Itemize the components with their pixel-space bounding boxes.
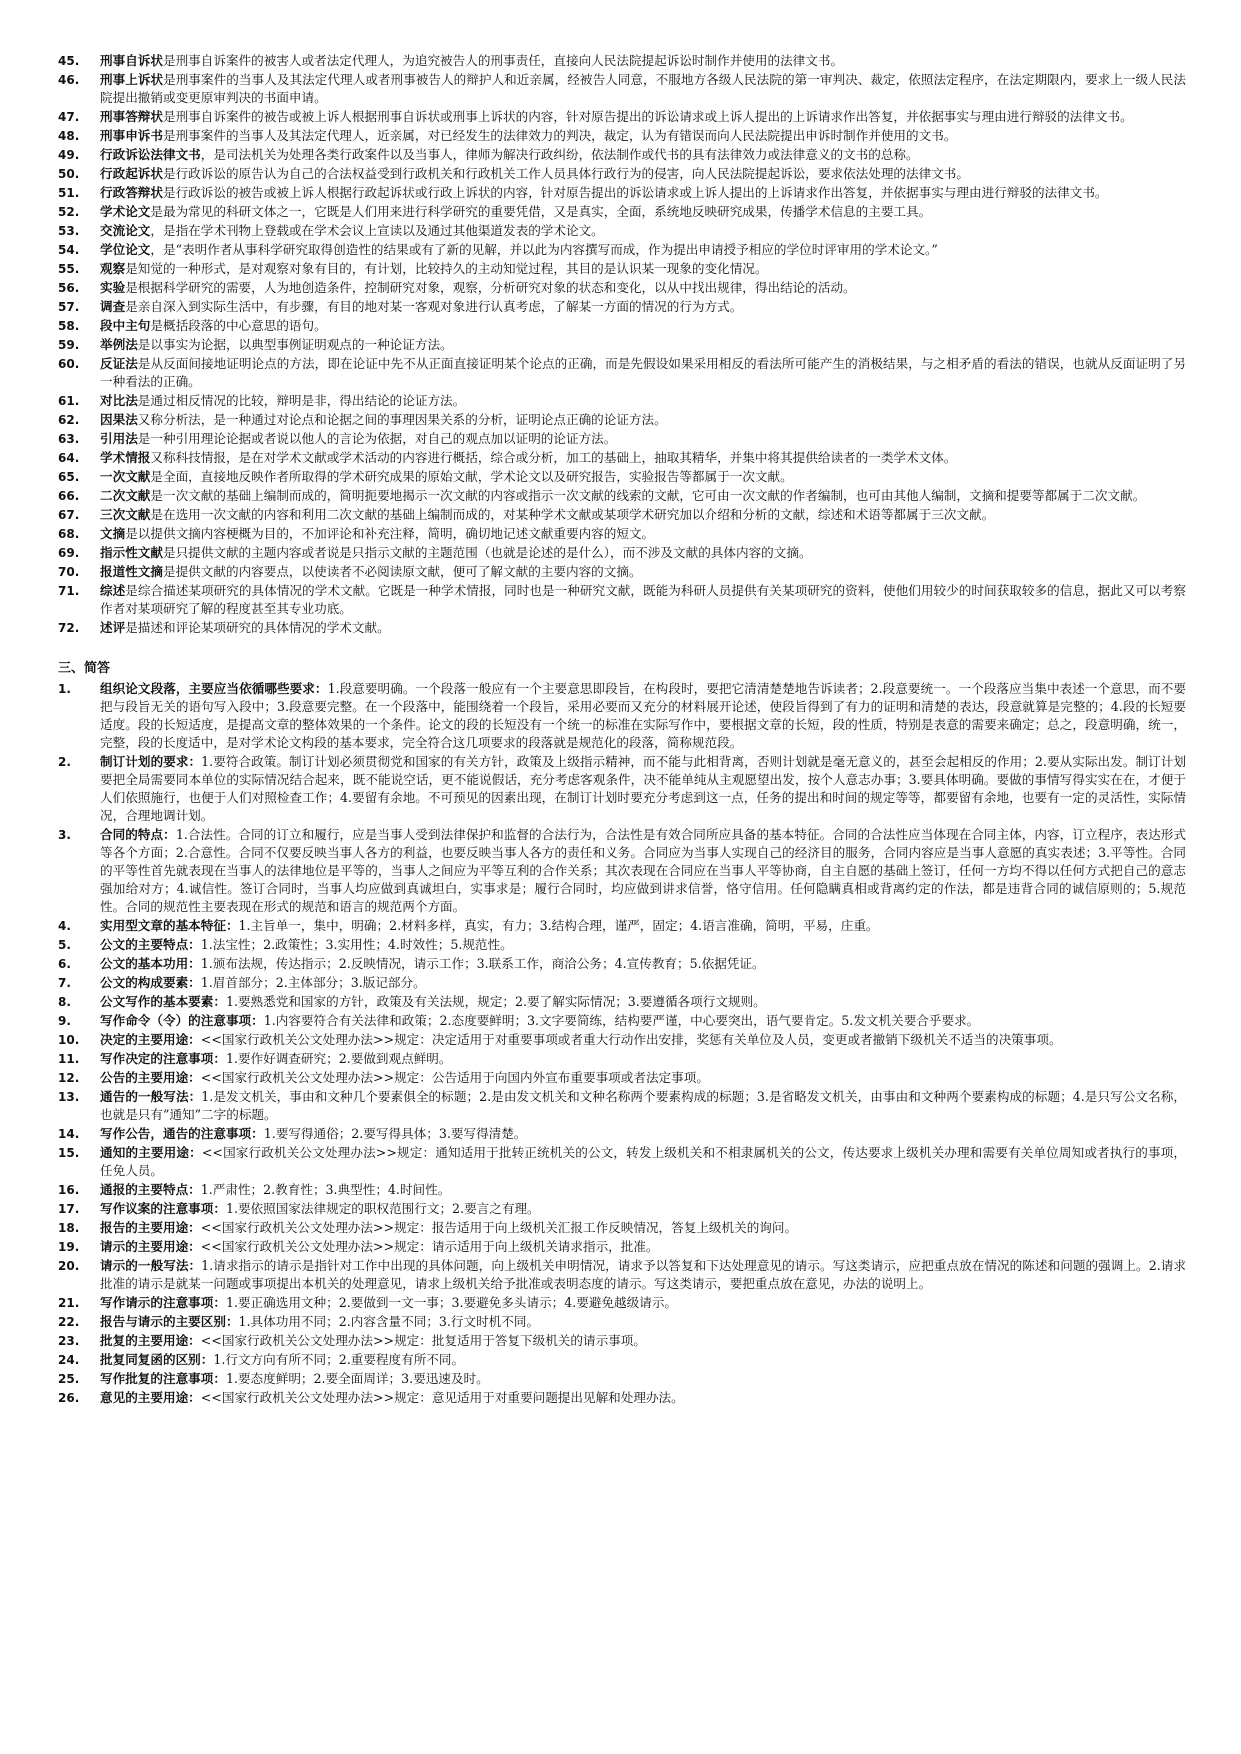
answer-item xyxy=(58,1200,1186,1218)
item-text: 1.具体功用不同；2.内容含量不同；3.行文时机不同。 xyxy=(238,1314,540,1329)
item-text: 是综合描述某项研究的具体情况的学术文献。它既是一种学术情报，同时也是一种研究文献，既能为科研人员提供有关某项研究的资料，使他们用较少的时间获取较多的信息，据此又可以考察作者对某项研究了解的程度甚至其专业功底。 xyxy=(100,583,1187,616)
item-body xyxy=(100,127,1186,145)
item-body xyxy=(100,52,1186,70)
item-term: 调查 xyxy=(100,299,126,314)
item-text: 1.合法性。合同的订立和履行，应是当事人受到法律保护和监督的合法行为，合法性是有效合同所应具备的基本特征。合同的合法性应当体现在合同主体，内容，订立程序，表达形式等各个方面；2.合意性。合同不仅要反映当事人各方的利益，也要反映当事人各方的责任和义务。合同应为当事人实现自己的经济目的服务，合同内容应是当事人意愿的真实表述；3.平等性。合同的平等性首先就表现在当事人的法律地位是平等的，当事人之间应为平等互利的合作关系；其次表现在合同应在当事人平等协商，自主自愿的基础上签订，任何一方均不得以任何方式把自己的意志强加给对方；4.诚信性。签订合同时，当事人均应做到真诚坦白，实事求是；履行合同时，均应做到讲求信誉，恪守信用。任何隐瞒真相或背离约定的作法，都是违背合同的诚信原则的；5.规范性。合同的规范性主要表现在形式的规范和语言的规范两个方面。 xyxy=(100,827,1186,914)
definition-item xyxy=(58,468,1186,486)
item-term: 请示的一般写法： xyxy=(100,1258,202,1273)
item-text: 1.是发文机关，事由和文种几个要素俱全的标题；2.是由发文机关和文种名称两个要素构成的标题；3.是省略发文机关，由事由和文种两个要素构成的标题；4.是只写公文名称，也就是只有”通知”二字的标题。 xyxy=(100,1089,1186,1122)
item-number: 54. xyxy=(58,243,80,257)
item-body xyxy=(100,563,1186,581)
item-number: 70. xyxy=(58,565,80,579)
item-term: 写作决定的注意事项： xyxy=(100,1051,226,1066)
item-text: 1.要作好调查研究；2.要做到观点鲜明。 xyxy=(225,1051,452,1066)
item-body xyxy=(100,1294,1186,1312)
definition-item xyxy=(58,506,1186,524)
item-term: 行政答辩状 xyxy=(100,185,163,200)
item-text: 是最为常见的科研文体之一，它既是人们用来进行科学研究的重要凭借，又是真实，全面，系统地反映研究成果，传播学术信息的主要工具。 xyxy=(150,204,932,219)
item-body xyxy=(100,1219,1186,1237)
definition-item xyxy=(58,127,1186,145)
item-term: 反证法 xyxy=(100,356,138,371)
item-text: 是刑事自诉案件的被害人或者法定代理人，为追究被告人的刑事责任，直接向人民法院提起诉讼时制作并使用的法律文书。 xyxy=(162,53,844,68)
item-number: 4. xyxy=(58,919,71,933)
item-number: 16. xyxy=(58,1183,80,1197)
item-term: 写作请示的注意事项： xyxy=(100,1295,226,1310)
item-number: 5. xyxy=(58,938,71,952)
answer-item xyxy=(58,993,1186,1011)
item-term: 因果法 xyxy=(100,412,138,427)
item-text: <<国家行政机关公文处理办法>>规定：批复适用于答复下级机关的请示事项。 xyxy=(200,1333,646,1348)
item-text: 是只提供文献的主题内容或者说是只指示文献的主题范围（也就是论述的是什么），而不涉及文献的具体内容的文摘。 xyxy=(162,545,812,560)
item-number: 20. xyxy=(58,1259,80,1273)
item-number: 57. xyxy=(58,300,80,314)
item-term: 刑事答辩状 xyxy=(100,109,163,124)
item-number: 61. xyxy=(58,394,80,408)
item-body xyxy=(100,1200,1186,1218)
item-text: 1.法宝性；2.政策性；3.实用性；4.时效性；5.规范性。 xyxy=(200,937,513,952)
definition-item xyxy=(58,71,1186,107)
answer-item xyxy=(58,1257,1186,1293)
item-text: 是亲自深入到实际生活中，有步骤，有目的地对某一客观对象进行认真考虑，了解某一方面的情况的行为方式。 xyxy=(125,299,743,314)
item-number: 47. xyxy=(58,110,80,124)
item-text: <<国家行政机关公文处理办法>>规定：公告适用于向国内外宣布重要事项或者法定事项。 xyxy=(200,1070,709,1085)
item-text: 是概括段落的中心意思的语句。 xyxy=(150,318,327,333)
definition-item xyxy=(58,222,1186,240)
definition-item xyxy=(58,430,1186,448)
item-number: 22. xyxy=(58,1315,80,1329)
item-term: 实用型文章的基本特征： xyxy=(100,918,239,933)
answer-item xyxy=(58,1088,1186,1124)
item-number: 12. xyxy=(58,1071,80,1085)
item-term: 举例法 xyxy=(100,337,138,352)
item-text: 1.段意要明确。一个段落一般应有一个主要意思即段旨，在构段时，要把它清清楚楚地告诉读者；2.段意要统一。一个段落应当集中表述一个意思，而不要把与段旨无关的语句写入段中；3.段意要完整。在一个段落中，能围绕着一个段旨，采用必要而又充分的材料展开论述，使段旨得到了有力的证明和清楚的表达，段意就算是完整的；4.段的长短要适度。段的长短适度，是提高文章的整体效果的一个条件。论文的段的长短没有一个统一的标准在实际写作中，要根据文章的长短，段的性质，特别是表意的需要来确定；总之，段意明确，统一，完整，段的长度适中，是对学术论文构段的基本要求，完全符合这几项要求的段落就是规范化的段落，简称规范段。 xyxy=(100,681,1186,750)
item-number: 8. xyxy=(58,995,71,1009)
item-term: 报道性文摘 xyxy=(100,564,163,579)
item-number: 21. xyxy=(58,1296,80,1310)
definition-item xyxy=(58,108,1186,126)
item-body xyxy=(100,71,1186,107)
definition-item xyxy=(58,392,1186,410)
definition-item xyxy=(58,411,1186,429)
item-term: 报告的主要用途： xyxy=(100,1220,201,1235)
item-term: 对比法 xyxy=(100,393,138,408)
definition-item xyxy=(58,487,1186,505)
item-text: ，是司法机关为处理各类行政案件以及当事人，律师为解决行政纠纷，依法制作或代书的具有法律效力或法律意义的文书的总称。 xyxy=(200,147,919,162)
item-number: 17. xyxy=(58,1202,80,1216)
answer-item xyxy=(58,1069,1186,1087)
item-term: 公文的主要特点： xyxy=(100,937,201,952)
item-text: 1.严肃性；2.教育性；3.典型性；4.时间性。 xyxy=(200,1182,451,1197)
item-body xyxy=(100,317,1186,335)
item-text: 是描述和评论某项研究的具体情况的学术文献。 xyxy=(125,620,390,635)
answer-item xyxy=(58,753,1186,825)
definitions-list xyxy=(58,52,1186,637)
item-term: 决定的主要用途： xyxy=(100,1032,201,1047)
item-term: 通报的主要特点： xyxy=(100,1182,201,1197)
item-number: 50. xyxy=(58,167,80,181)
item-body xyxy=(100,392,1186,410)
item-term: 学术论文 xyxy=(100,204,151,219)
answer-item xyxy=(58,1332,1186,1350)
item-term: 文摘 xyxy=(100,526,126,541)
item-text: 是提供文献的内容要点，以使读者不必阅读原文献，便可了解文献的主要内容的文摘。 xyxy=(162,564,642,579)
item-term: 行政起诉状 xyxy=(100,166,163,181)
item-text: 1.要依照国家法律规定的职权范围行文；2.要言之有理。 xyxy=(225,1201,540,1216)
item-term: 意见的主要用途： xyxy=(100,1390,201,1405)
item-term: 组织论文段落，主要应当依循哪些要求： xyxy=(100,681,328,696)
item-body xyxy=(100,1370,1186,1388)
item-body xyxy=(100,582,1186,618)
item-body xyxy=(100,1050,1186,1068)
item-term: 合同的特点： xyxy=(100,827,176,842)
item-text: 是一次文献的基础上编制而成的，简明扼要地揭示一次文献的内容或指示一次文献的线索的文献，它可由一次文献的作者编制，也可由其他人编制，文摘和提要等都属于二次文献。 xyxy=(150,488,1146,503)
item-number: 65. xyxy=(58,470,80,484)
definition-item xyxy=(58,279,1186,297)
item-body xyxy=(100,355,1186,391)
definition-item xyxy=(58,52,1186,70)
item-text: 是行政诉讼的被告或被上诉人根据行政起诉状或行政上诉状的内容，针对原告提出的诉讼请求或上诉人提出的上诉请求作出答复，并依据事实与理由进行辩驳的法律文书。 xyxy=(162,185,1108,200)
item-text: 1.要写得通俗；2.要写得具体；3.要写得清楚。 xyxy=(263,1126,527,1141)
item-body xyxy=(100,1257,1186,1293)
item-number: 14. xyxy=(58,1127,80,1141)
item-term: 指示性文献 xyxy=(100,545,163,560)
item-body xyxy=(100,184,1186,202)
item-number: 19. xyxy=(58,1240,80,1254)
item-term: 观察 xyxy=(100,261,126,276)
item-text: <<国家行政机关公文处理办法>>规定：通知适用于批转正统机关的公文，转发上级机关和不相隶属机关的公文，传达要求上级机关办理和需要有关单位周知或者执行的事项，任免人员。 xyxy=(100,1145,1186,1178)
item-term: 刑事申诉书 xyxy=(100,128,163,143)
definition-item xyxy=(58,619,1186,637)
definition-item xyxy=(58,203,1186,221)
item-number: 60. xyxy=(58,357,80,371)
item-text: <<国家行政机关公文处理办法>>规定：决定适用于对重要事项或者重大行动作出安排，奖惩有关单位及人员，变更或者撤销下级机关不适当的决策事项。 xyxy=(200,1032,1062,1047)
item-body xyxy=(100,222,1186,240)
item-text: 1.主旨单一，集中，明确；2.材料多样，真实，有力；3.结构合理，谨严，固定；4.语言准确，简明，平易，庄重。 xyxy=(238,918,879,933)
definition-item xyxy=(58,525,1186,543)
item-text: 是通过相反情况的比较，辩明是非，得出结论的论证方法。 xyxy=(137,393,466,408)
definition-item xyxy=(58,563,1186,581)
item-number: 53. xyxy=(58,224,80,238)
item-body xyxy=(100,917,1186,935)
item-text: 是行政诉讼的原告认为自己的合法权益受到行政机关和行政机关工作人员具体行政行为的侵害，向人民法院提起诉讼，要求依法处理的法律文书。 xyxy=(162,166,969,181)
item-number: 52. xyxy=(58,205,80,219)
item-text: 1.眉首部分；2.主体部分；3.版记部分。 xyxy=(200,975,426,990)
item-text: ，是指在学术刊物上登载或在学术会议上宣读以及通过其他渠道发表的学术论文。 xyxy=(150,223,604,238)
item-term: 学位论文 xyxy=(100,242,151,257)
item-body xyxy=(100,544,1186,562)
item-text: 是刑事自诉案件的被告或被上诉人根据刑事自诉状或刑事上诉状的内容，针对原告提出的诉讼请求或上诉人提出的上诉请求作出答复，并依据事实与理由进行辩驳的法律文书。 xyxy=(162,109,1133,124)
item-number: 59. xyxy=(58,338,80,352)
item-body xyxy=(100,279,1186,297)
item-body xyxy=(100,146,1186,164)
item-body xyxy=(100,753,1186,825)
item-body xyxy=(100,1389,1186,1407)
item-term: 写作命令（令）的注意事项： xyxy=(100,1013,264,1028)
item-body xyxy=(100,165,1186,183)
item-term: 批复同复函的区别： xyxy=(100,1352,214,1367)
definition-item xyxy=(58,582,1186,618)
item-text: 1.请求指示的请示是指针对工作中出现的具体问题，向上级机关申明情况，请求予以答复和下达处理意见的请示。写这类请示，应把重点放在情况的陈述和问题的强调上。2.请求批准的请示是就某一问题或事项提出本机关的处理意见，请求上级机关给予批准或表明态度的请示。写这类请示，要把重点放在意见，办法的说明上。 xyxy=(100,1258,1186,1291)
item-term: 刑事自诉状 xyxy=(100,53,163,68)
item-number: 11. xyxy=(58,1052,80,1066)
item-body xyxy=(100,449,1186,467)
item-body xyxy=(100,241,1186,259)
item-number: 49. xyxy=(58,148,80,162)
definition-item xyxy=(58,449,1186,467)
item-number: 10. xyxy=(58,1033,80,1047)
item-term: 二次文献 xyxy=(100,488,151,503)
item-term: 写作公告，通告的注意事项： xyxy=(100,1126,264,1141)
item-text: 1.行文方向有所不同；2.重要程度有所不同。 xyxy=(213,1352,465,1367)
item-body xyxy=(100,298,1186,316)
definition-item xyxy=(58,317,1186,335)
item-text: 是全面，直接地反映作者所取得的学术研究成果的原始文献，学术论文以及研究报告，实验报告等都属于一次文献。 xyxy=(150,469,793,484)
item-body xyxy=(100,487,1186,505)
definition-item xyxy=(58,184,1186,202)
item-body xyxy=(100,974,1186,992)
item-number: 58. xyxy=(58,319,80,333)
item-text: 是从反面间接地证明论点的方法，即在论证中先不从正面直接证明某个论点的正确，而是先假设如果采用相反的看法所可能产生的消极结果，与之相矛盾的看法的错误，也就从反面证明了另一种看法的正确。 xyxy=(100,356,1187,389)
item-term: 公文写作的基本要素： xyxy=(100,994,226,1009)
item-body xyxy=(100,1125,1186,1143)
item-text: 是根据科学研究的需要，人为地创造条件，控制研究对象，观察，分析研究对象的状态和变化，以从中找出规律，得出结论的活动。 xyxy=(125,280,856,295)
item-number: 72. xyxy=(58,621,80,635)
item-number: 45. xyxy=(58,54,80,68)
item-term: 交流论文 xyxy=(100,223,151,238)
item-body xyxy=(100,1181,1186,1199)
item-number: 55. xyxy=(58,262,80,276)
item-text: 是知觉的一种形式，是对观察对象有目的，有计划，比较持久的主动知觉过程，其目的是认识某一现象的变化情况。 xyxy=(125,261,768,276)
item-term: 通告的一般写法： xyxy=(100,1089,202,1104)
item-text: 1.要态度鲜明；2.要全面周详；3.要迅速及时。 xyxy=(225,1371,489,1386)
item-text: 1.要正确选用文种；2.要做到一文一事；3.要避免多头请示；4.要避免越级请示。 xyxy=(225,1295,678,1310)
item-text: 又称分析法，是一种通过对论点和论据之间的事理因果关系的分析，证明论点正确的论证方法。 xyxy=(137,412,667,427)
item-text: <<国家行政机关公文处理办法>>规定：报告适用于向上级机关汇报工作反映情况，答复上级机关的询问。 xyxy=(200,1220,798,1235)
definition-item xyxy=(58,355,1186,391)
item-body xyxy=(100,468,1186,486)
item-term: 实验 xyxy=(100,280,126,295)
item-body xyxy=(100,336,1186,354)
item-term: 请示的主要用途： xyxy=(100,1239,201,1254)
item-term: 公告的主要用途： xyxy=(100,1070,201,1085)
answer-item xyxy=(58,974,1186,992)
item-term: 写作议案的注意事项： xyxy=(100,1201,226,1216)
item-body xyxy=(100,1313,1186,1331)
item-term: 公文的基本功用： xyxy=(100,956,201,971)
item-body xyxy=(100,506,1186,524)
item-body xyxy=(100,680,1186,752)
definition-item xyxy=(58,260,1186,278)
item-body xyxy=(100,525,1186,543)
item-number: 68. xyxy=(58,527,80,541)
item-text: 是刑事案件的当事人及其法定代理人或者刑事被告人的辩护人和近亲属，经被告人同意，不服地方各级人民法院的第一审判决、裁定，依照法定程序，在法定期限内，要求上一级人民法院提出撤销或变更原审判决的书面申请。 xyxy=(100,72,1187,105)
item-number: 15. xyxy=(58,1146,80,1160)
item-body xyxy=(100,993,1186,1011)
item-number: 26. xyxy=(58,1391,80,1405)
item-body xyxy=(100,1238,1186,1256)
item-text: 是以事实为论据，以典型事例证明观点的一种论证方法。 xyxy=(137,337,453,352)
item-term: 写作批复的注意事项： xyxy=(100,1371,226,1386)
item-body xyxy=(100,203,1186,221)
item-term: 报告与请示的主要区别： xyxy=(100,1314,239,1329)
item-number: 69. xyxy=(58,546,80,560)
item-body xyxy=(100,955,1186,973)
answer-item xyxy=(58,955,1186,973)
answer-item xyxy=(58,1181,1186,1199)
item-text: 1.要符合政策。制订计划必须贯彻党和国家的有关方针，政策及上级指示精神，而不能与此相背离，否则计划就是毫无意义的，甚至会起相反的作用；2.要从实际出发。制订计划要把全局需要同本单位的实际情况结合起来，既不能说空话，更不能说假话，充分考虑客观条件，决不能单纯从主观愿望出发，按个人意志办事；3.要具体明确。要做的事情写得实实在在，才便于人们依照施行，也便于人们对照检查工作；4.要留有余地。不可预见的因素出现，在制订计划时要充分考虑到这一点，任务的提出和时间的规定等等，都要留有余地，也要有一定的灵活性，实际情况，合理地调计划。 xyxy=(100,754,1186,823)
item-text: 是刑事案件的当事人及其法定代理人，近亲属，对已经发生的法律效力的判决，裁定，认为有错误而向人民法院提出申诉时制作并使用的文书。 xyxy=(162,128,957,143)
item-text: <<国家行政机关公文处理办法>>规定：意见适用于对重要问题提出见解和处理办法。 xyxy=(200,1390,684,1405)
item-number: 7. xyxy=(58,976,71,990)
item-term: 三次文献 xyxy=(100,507,151,522)
answer-item xyxy=(58,1351,1186,1369)
item-body xyxy=(100,260,1186,278)
item-body xyxy=(100,826,1186,916)
definition-item xyxy=(58,241,1186,259)
item-body xyxy=(100,1012,1186,1030)
item-number: 66. xyxy=(58,489,80,503)
answer-item xyxy=(58,1389,1186,1407)
item-number: 3. xyxy=(58,828,71,842)
item-term: 制订计划的要求： xyxy=(100,754,202,769)
item-term: 段中主句 xyxy=(100,318,151,333)
item-body xyxy=(100,1351,1186,1369)
item-number: 13. xyxy=(58,1090,80,1104)
item-number: 2. xyxy=(58,755,71,769)
item-body xyxy=(100,1144,1186,1180)
answer-item xyxy=(58,936,1186,954)
item-number: 24. xyxy=(58,1353,80,1367)
item-body xyxy=(100,108,1186,126)
answer-item xyxy=(58,1050,1186,1068)
item-term: 综述 xyxy=(100,583,126,598)
item-number: 51. xyxy=(58,186,80,200)
item-number: 56. xyxy=(58,281,80,295)
item-term: 一次文献 xyxy=(100,469,151,484)
item-text: 是在选用一次文献的内容和利用二次文献的基础上编制而成的，对某种学术文献或某项学术研究加以介绍和分析的文献，综述和术语等都属于三次文献。 xyxy=(150,507,995,522)
item-number: 25. xyxy=(58,1372,80,1386)
definition-item xyxy=(58,165,1186,183)
item-body xyxy=(100,1088,1186,1124)
answer-item xyxy=(58,1031,1186,1049)
answer-item xyxy=(58,826,1186,916)
item-text: 又称科技情报，是在对学术文献或学术活动的内容进行概括，综合或分析，加工的基础上，抽取其精华，并集中将其提供给读者的一类学术文体。 xyxy=(150,450,957,465)
answer-item xyxy=(58,1012,1186,1030)
item-term: 公文的构成要素： xyxy=(100,975,201,990)
item-number: 71. xyxy=(58,584,80,598)
answer-item xyxy=(58,917,1186,935)
item-text: ，是“表明作者从事科学研究取得创造性的结果或有了新的见解，并以此为内容撰写而成，作为提出申请授予相应的学位时评审用的学术论文。” xyxy=(150,242,938,257)
item-term: 批复的主要用途： xyxy=(100,1333,201,1348)
item-number: 48. xyxy=(58,129,80,143)
answers-list xyxy=(58,680,1186,1407)
answer-item xyxy=(58,1313,1186,1331)
item-number: 46. xyxy=(58,73,80,87)
item-body xyxy=(100,1069,1186,1087)
item-term: 刑事上诉状 xyxy=(100,72,164,87)
definition-item xyxy=(58,336,1186,354)
item-text: 是以提供文摘内容梗概为目的，不加评论和补充注释，简明，确切地记述文献重要内容的短文。 xyxy=(125,526,655,541)
answer-item xyxy=(58,680,1186,752)
item-number: 6. xyxy=(58,957,71,971)
item-body xyxy=(100,936,1186,954)
item-body xyxy=(100,1031,1186,1049)
item-number: 18. xyxy=(58,1221,80,1235)
item-number: 62. xyxy=(58,413,80,427)
item-number: 23. xyxy=(58,1334,80,1348)
item-text: 1.颁布法规，传达指示；2.反映情况，请示工作；3.联系工作，商洽公务；4.宣传教育；5.依据凭证。 xyxy=(200,956,765,971)
item-number: 63. xyxy=(58,432,80,446)
item-text: <<国家行政机关公文处理办法>>规定：请示适用于向上级机关请求指示，批准。 xyxy=(200,1239,659,1254)
item-text: 1.内容要符合有关法律和政策；2.态度要鲜明；3.文字要简练，结构要严谨，中心要突出，语气要肯定。5.发文机关要合乎要求。 xyxy=(263,1013,980,1028)
item-term: 通知的主要用途： xyxy=(100,1145,202,1160)
definition-item xyxy=(58,146,1186,164)
item-term: 述评 xyxy=(100,620,126,635)
section-title: 三、简答 xyxy=(58,661,111,676)
item-term: 引用法 xyxy=(100,431,138,446)
item-number: 64. xyxy=(58,451,80,465)
document-page xyxy=(58,52,1186,1408)
answer-item xyxy=(58,1144,1186,1180)
item-term: 学术情报 xyxy=(100,450,151,465)
definition-item xyxy=(58,298,1186,316)
item-text: 1.要熟悉党和国家的方针，政策及有关法规，规定；2.要了解实际情况；3.要遵循各项行文规则。 xyxy=(225,994,766,1009)
item-body xyxy=(100,411,1186,429)
answer-item xyxy=(58,1219,1186,1237)
item-text: 是一种引用理论论据或者说以他人的言论为依据，对自己的观点加以证明的论证方法。 xyxy=(137,431,617,446)
answer-item xyxy=(58,1370,1186,1388)
item-body xyxy=(100,430,1186,448)
item-number: 9. xyxy=(58,1014,71,1028)
item-number: 67. xyxy=(58,508,80,522)
answer-item xyxy=(58,1294,1186,1312)
item-body xyxy=(100,1332,1186,1350)
item-body xyxy=(100,619,1186,637)
answer-item xyxy=(58,1238,1186,1256)
item-term: 行政诉讼法律文书 xyxy=(100,147,201,162)
answer-item xyxy=(58,1125,1186,1143)
definition-item xyxy=(58,544,1186,562)
item-number: 1. xyxy=(58,682,71,696)
